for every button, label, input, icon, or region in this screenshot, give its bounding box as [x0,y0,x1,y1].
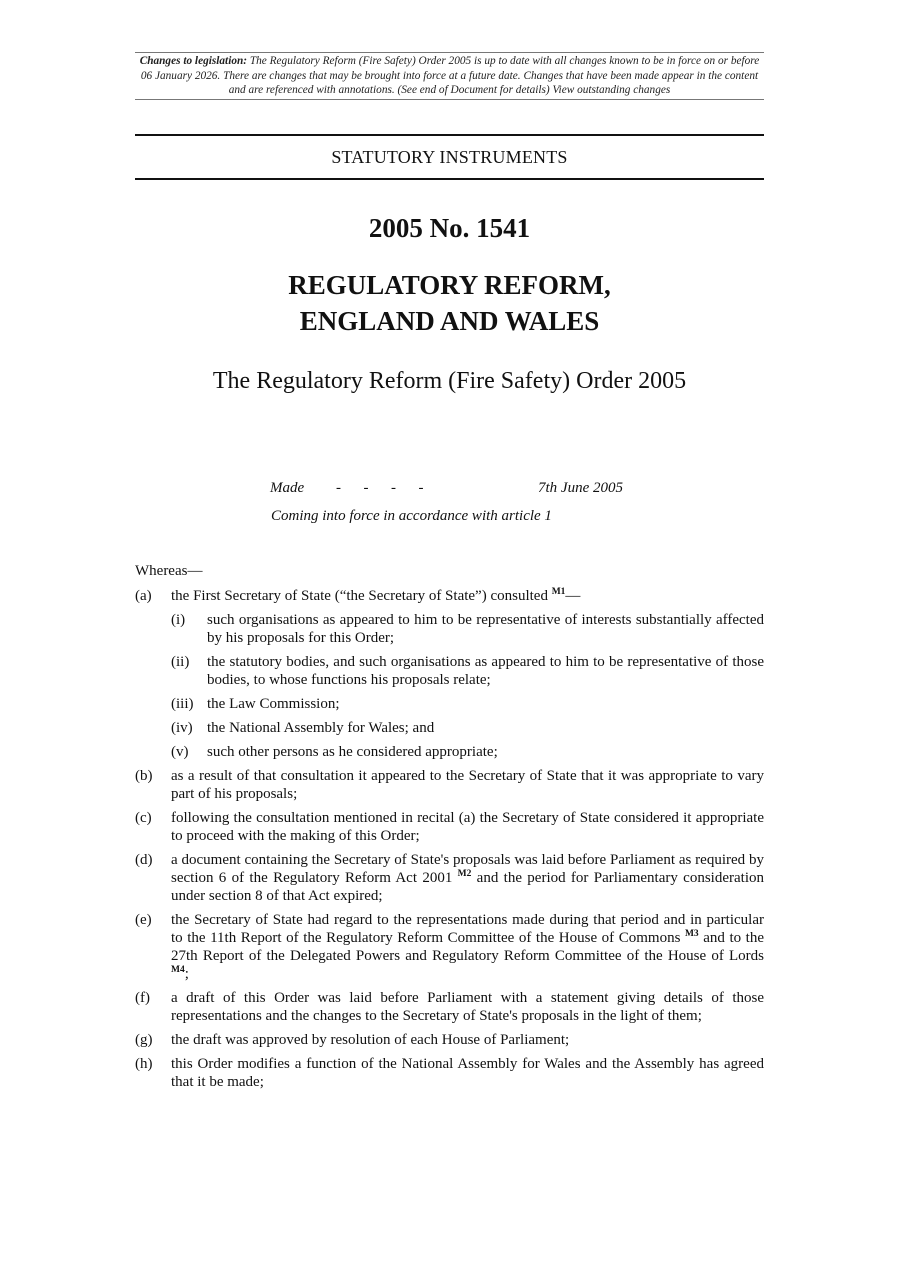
recital-dash: — [565,588,581,604]
coming-into-force: Coming into force in accordance with article 1 [271,508,552,524]
sub-mark: (iv) [171,720,193,736]
changes-to-legislation-banner [135,52,764,100]
recital-a-sub-iv [135,719,764,737]
subject-heading [135,267,764,339]
banner-text: The Regulatory Reform (Fire Safety) Order 2005 is up to date with all changes known to be in force on or before 06 January 2026. There are changes that may be brought into force at a future date. Changes that have been made appear in the content and are referenced with annotations. (See end of Document for details) View outstanding changes [140,55,760,96]
made-dashes: - - - - [336,480,424,496]
recital-text: following the consultation mentioned in recital (a) the Secretary of State considered it appropriate to proceed with the making of this Order; [171,810,764,844]
marginal-note-link[interactable]: M3 [684,929,699,939]
recital-c [135,809,764,845]
sub-text: the National Assembly for Wales; and [207,720,435,736]
recital-mark: (h) [135,1056,153,1072]
series-label: STATUTORY INSTRUMENTS [331,146,568,167]
recital-a-sub-v [135,743,764,761]
recital-a-sub-iii [135,695,764,713]
recital-text: a document containing the Secretary of State's proposals was laid before Parliament as required by section 6 of the Regulatory Reform Act 2001 [171,852,764,886]
recital-text: a draft of this Order was laid before Parliament with a statement giving details of those representations and the changes to the Secretary of State's proposals in the light of them; [171,990,764,1024]
recital-text: as a result of that consultation it appeared to the Secretary of State that it was appropriate to vary part of his proposals; [171,768,764,802]
recital-f [135,989,764,1025]
recital-a-sub-i [135,611,764,647]
marginal-note-link[interactable]: M2 [457,869,472,879]
subject-line-2: ENGLAND AND WALES [299,306,600,336]
sub-mark: (iii) [171,696,194,712]
recital-text-cont: and to the 27th Report of the Delegated Powers and Regulatory Reform Committee of the House of Lords [171,930,765,964]
recital-a [135,587,764,605]
recital-h [135,1055,764,1091]
sub-text: the statutory bodies, and such organisations as appeared to him to be representative of those bodies, to whose functions his proposals relate; [207,654,764,688]
recital-text: the draft was approved by resolution of each House of Parliament; [171,1032,570,1048]
recital-b [135,767,764,803]
whereas-heading: Whereas— [135,563,203,579]
banner-label: Changes to legislation: [139,55,248,67]
subject-line-1: REGULATORY REFORM, [288,270,611,300]
recitals [135,562,764,1097]
recital-text: the First Secretary of State (“the Secretary of State”) consulted [171,588,552,604]
recital-mark: (a) [135,588,152,604]
made-label: Made [270,480,305,496]
recital-mark: (e) [135,912,152,928]
recital-e [135,911,764,983]
statutory-instruments-heading [135,134,764,180]
recital-text-end: ; [184,966,189,982]
recital-mark: (b) [135,768,153,784]
sub-text: such organisations as appeared to him to be representative of interests substantially affected by his proposals for this Order; [207,612,764,646]
marginal-note-link[interactable]: M1 [551,587,566,597]
made-date: 7th June 2005 [538,480,623,496]
recital-a-sub-ii [135,653,764,689]
recital-mark: (g) [135,1032,153,1048]
marginal-note-link[interactable]: M4 [171,965,185,975]
recital-g [135,1031,764,1049]
sub-text: such other persons as he considered appropriate; [207,744,498,760]
sub-mark: (i) [171,612,186,628]
recital-text: this Order modifies a function of the National Assembly for Wales and the Assembly has agreed that it be made; [171,1056,764,1090]
sub-text: the Law Commission; [207,696,340,712]
recital-d [135,851,764,905]
recital-text-cont: and the period for Parliamentary consideration under section 8 of that Act expired; [171,870,764,904]
recital-mark: (f) [135,990,150,1006]
recital-mark: (c) [135,810,152,826]
sub-mark: (v) [171,744,189,760]
recital-text: the Secretary of State had regard to the representations made during that period and in particular to the 11th Report of the Regulatory Reform Committee of the House of Commons [171,912,764,946]
instrument-number: 2005 No. 1541 [368,213,531,243]
sub-mark: (ii) [171,654,190,670]
order-title: The Regulatory Reform (Fire Safety) Order 2005 [212,368,687,394]
recital-mark: (d) [135,852,153,868]
